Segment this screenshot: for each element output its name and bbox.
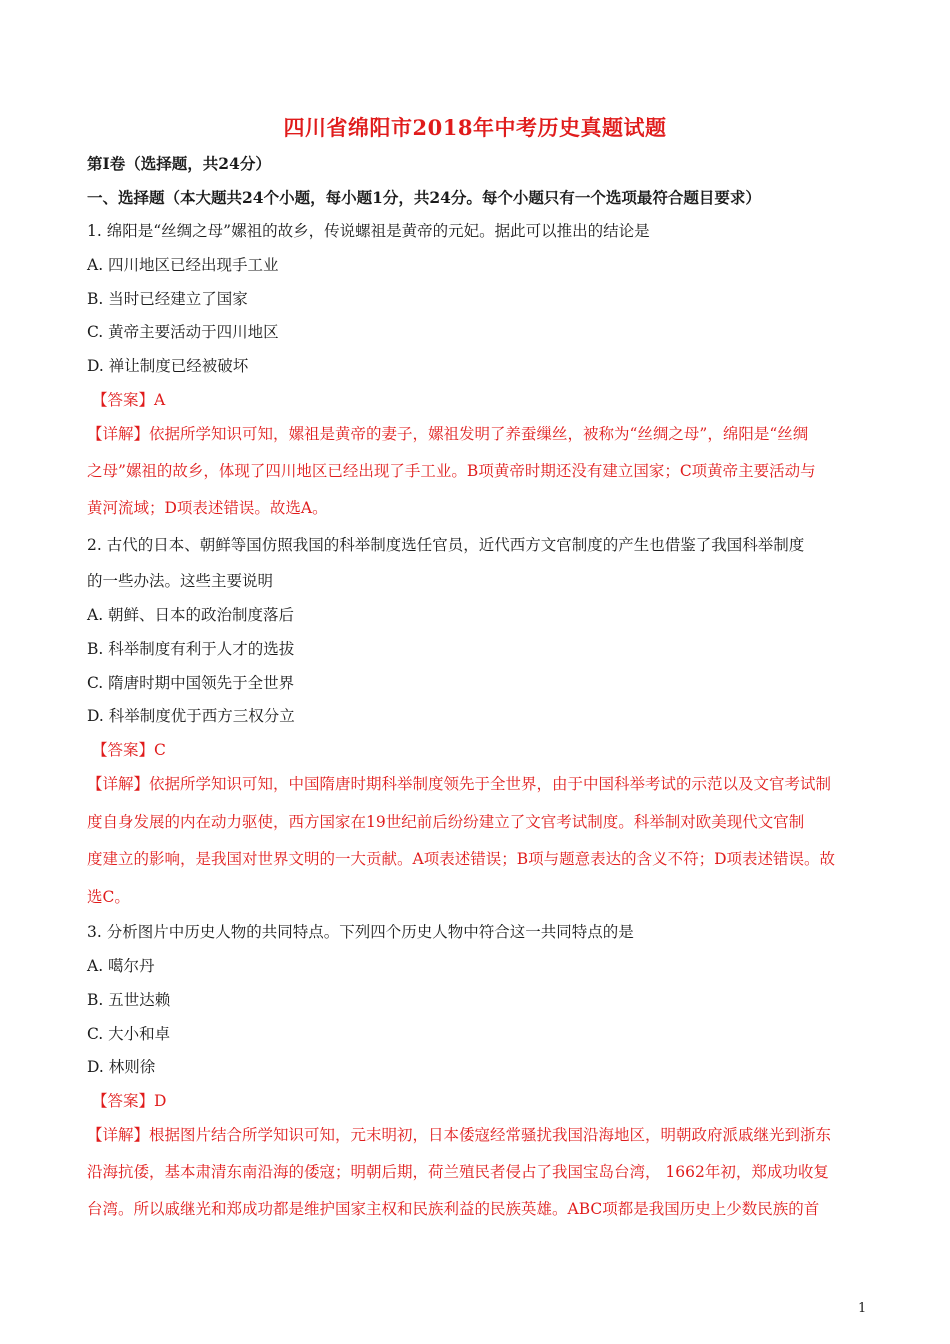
question-3-answer: 【答案】D: [92, 1092, 167, 1110]
question-1-option-b: B. 当时已经建立了国家: [87, 290, 248, 308]
question-2-detail-line: 度建立的影响，是我国对世界文明的一大贡献。A项表述错误；B项与题意表达的含义不符；D项表述错误。故: [87, 850, 836, 868]
question-2-stem: 2. 古代的日本、朝鲜等国仿照我国的科举制度选任官员，近代西方文官制度的产生也借鉴了我国科举制度: [87, 536, 805, 554]
question-1-detail-line: 黄河流域；D项表述错误。故选A。: [87, 499, 328, 517]
page-title: 四川省绵阳市2018年中考历史真题试题: [283, 115, 667, 140]
question-3-detail-line: 沿海抗倭，基本肃清东南沿海的倭寇；明朝后期，荷兰殖民者侵占了我国宝岛台湾， 1662年初，郑成功收复: [87, 1163, 829, 1181]
question-2-stem: 的一些办法。这些主要说明: [87, 572, 274, 590]
question-1-option-d: D. 禅让制度已经被破坏: [87, 357, 249, 375]
question-2-option-d: D. 科举制度优于西方三权分立: [87, 707, 295, 725]
page-number: 1: [858, 1301, 867, 1316]
question-3-detail-line: 【详解】根据图片结合所学知识可知，元末明初，日本倭寇经常骚扰我国沿海地区，明朝政府派戚继光到浙东: [87, 1126, 832, 1144]
question-3-option-a: A. 噶尔丹: [87, 957, 155, 975]
question-3-option-d: D. 林则徐: [87, 1058, 156, 1076]
section-heading: 第Ⅰ卷（选择题，共24分）: [87, 154, 271, 173]
question-1-option-a: A. 四川地区已经出现手工业: [87, 256, 279, 274]
question-2-option-a: A. 朝鲜、日本的政治制度落后: [87, 606, 295, 624]
question-1-stem: 1. 绵阳是“丝绸之母”嫘祖的故乡，传说螺祖是黄帝的元妃。据此可以推出的结论是: [87, 222, 650, 240]
question-1-option-c: C. 黄帝主要活动于四川地区: [87, 323, 279, 341]
question-3-option-c: C. 大小和卓: [87, 1025, 171, 1043]
question-2-detail-line: 选C。: [87, 888, 130, 906]
question-2-answer: 【答案】C: [92, 741, 166, 759]
question-2-option-b: B. 科举制度有利于人才的选拔: [87, 640, 295, 658]
question-3-stem: 3. 分析图片中历史人物的共同特点。下列四个历史人物中符合这一共同特点的是: [87, 923, 634, 941]
question-2-detail-line: 【详解】依据所学知识可知，中国隋唐时期科举制度领先于全世界，由于中国科举考试的示范以及文官考试制: [87, 775, 832, 793]
question-3-detail-line: 台湾。所以戚继光和郑成功都是维护国家主权和民族利益的民族英雄。ABC项都是我国历史上少数民族的首: [87, 1200, 820, 1218]
question-1-detail-line: 【详解】依据所学知识可知，嫘祖是黄帝的妻子，嫘祖发明了养蚕缫丝，被称为“丝绸之母”，绵阳是“丝绸: [87, 425, 809, 443]
question-1-detail-line: 之母”嫘祖的故乡，体现了四川地区已经出现了手工业。B项黄帝时期还没有建立国家；C项黄帝主要活动与: [87, 462, 816, 480]
part-heading: 一、选择题（本大题共24个小题，每小题1分，共24分。每个小题只有一个选项最符合题目要求）: [87, 188, 761, 207]
question-2-detail-line: 度自身发展的内在动力驱使，西方国家在19世纪前后纷纷建立了文官考试制度。科举制对欧美现代文官制: [87, 813, 805, 831]
question-3-option-b: B. 五世达赖: [87, 991, 171, 1009]
question-2-option-c: C. 隋唐时期中国领先于全世界: [87, 674, 295, 692]
question-1-answer: 【答案】A: [92, 391, 166, 409]
